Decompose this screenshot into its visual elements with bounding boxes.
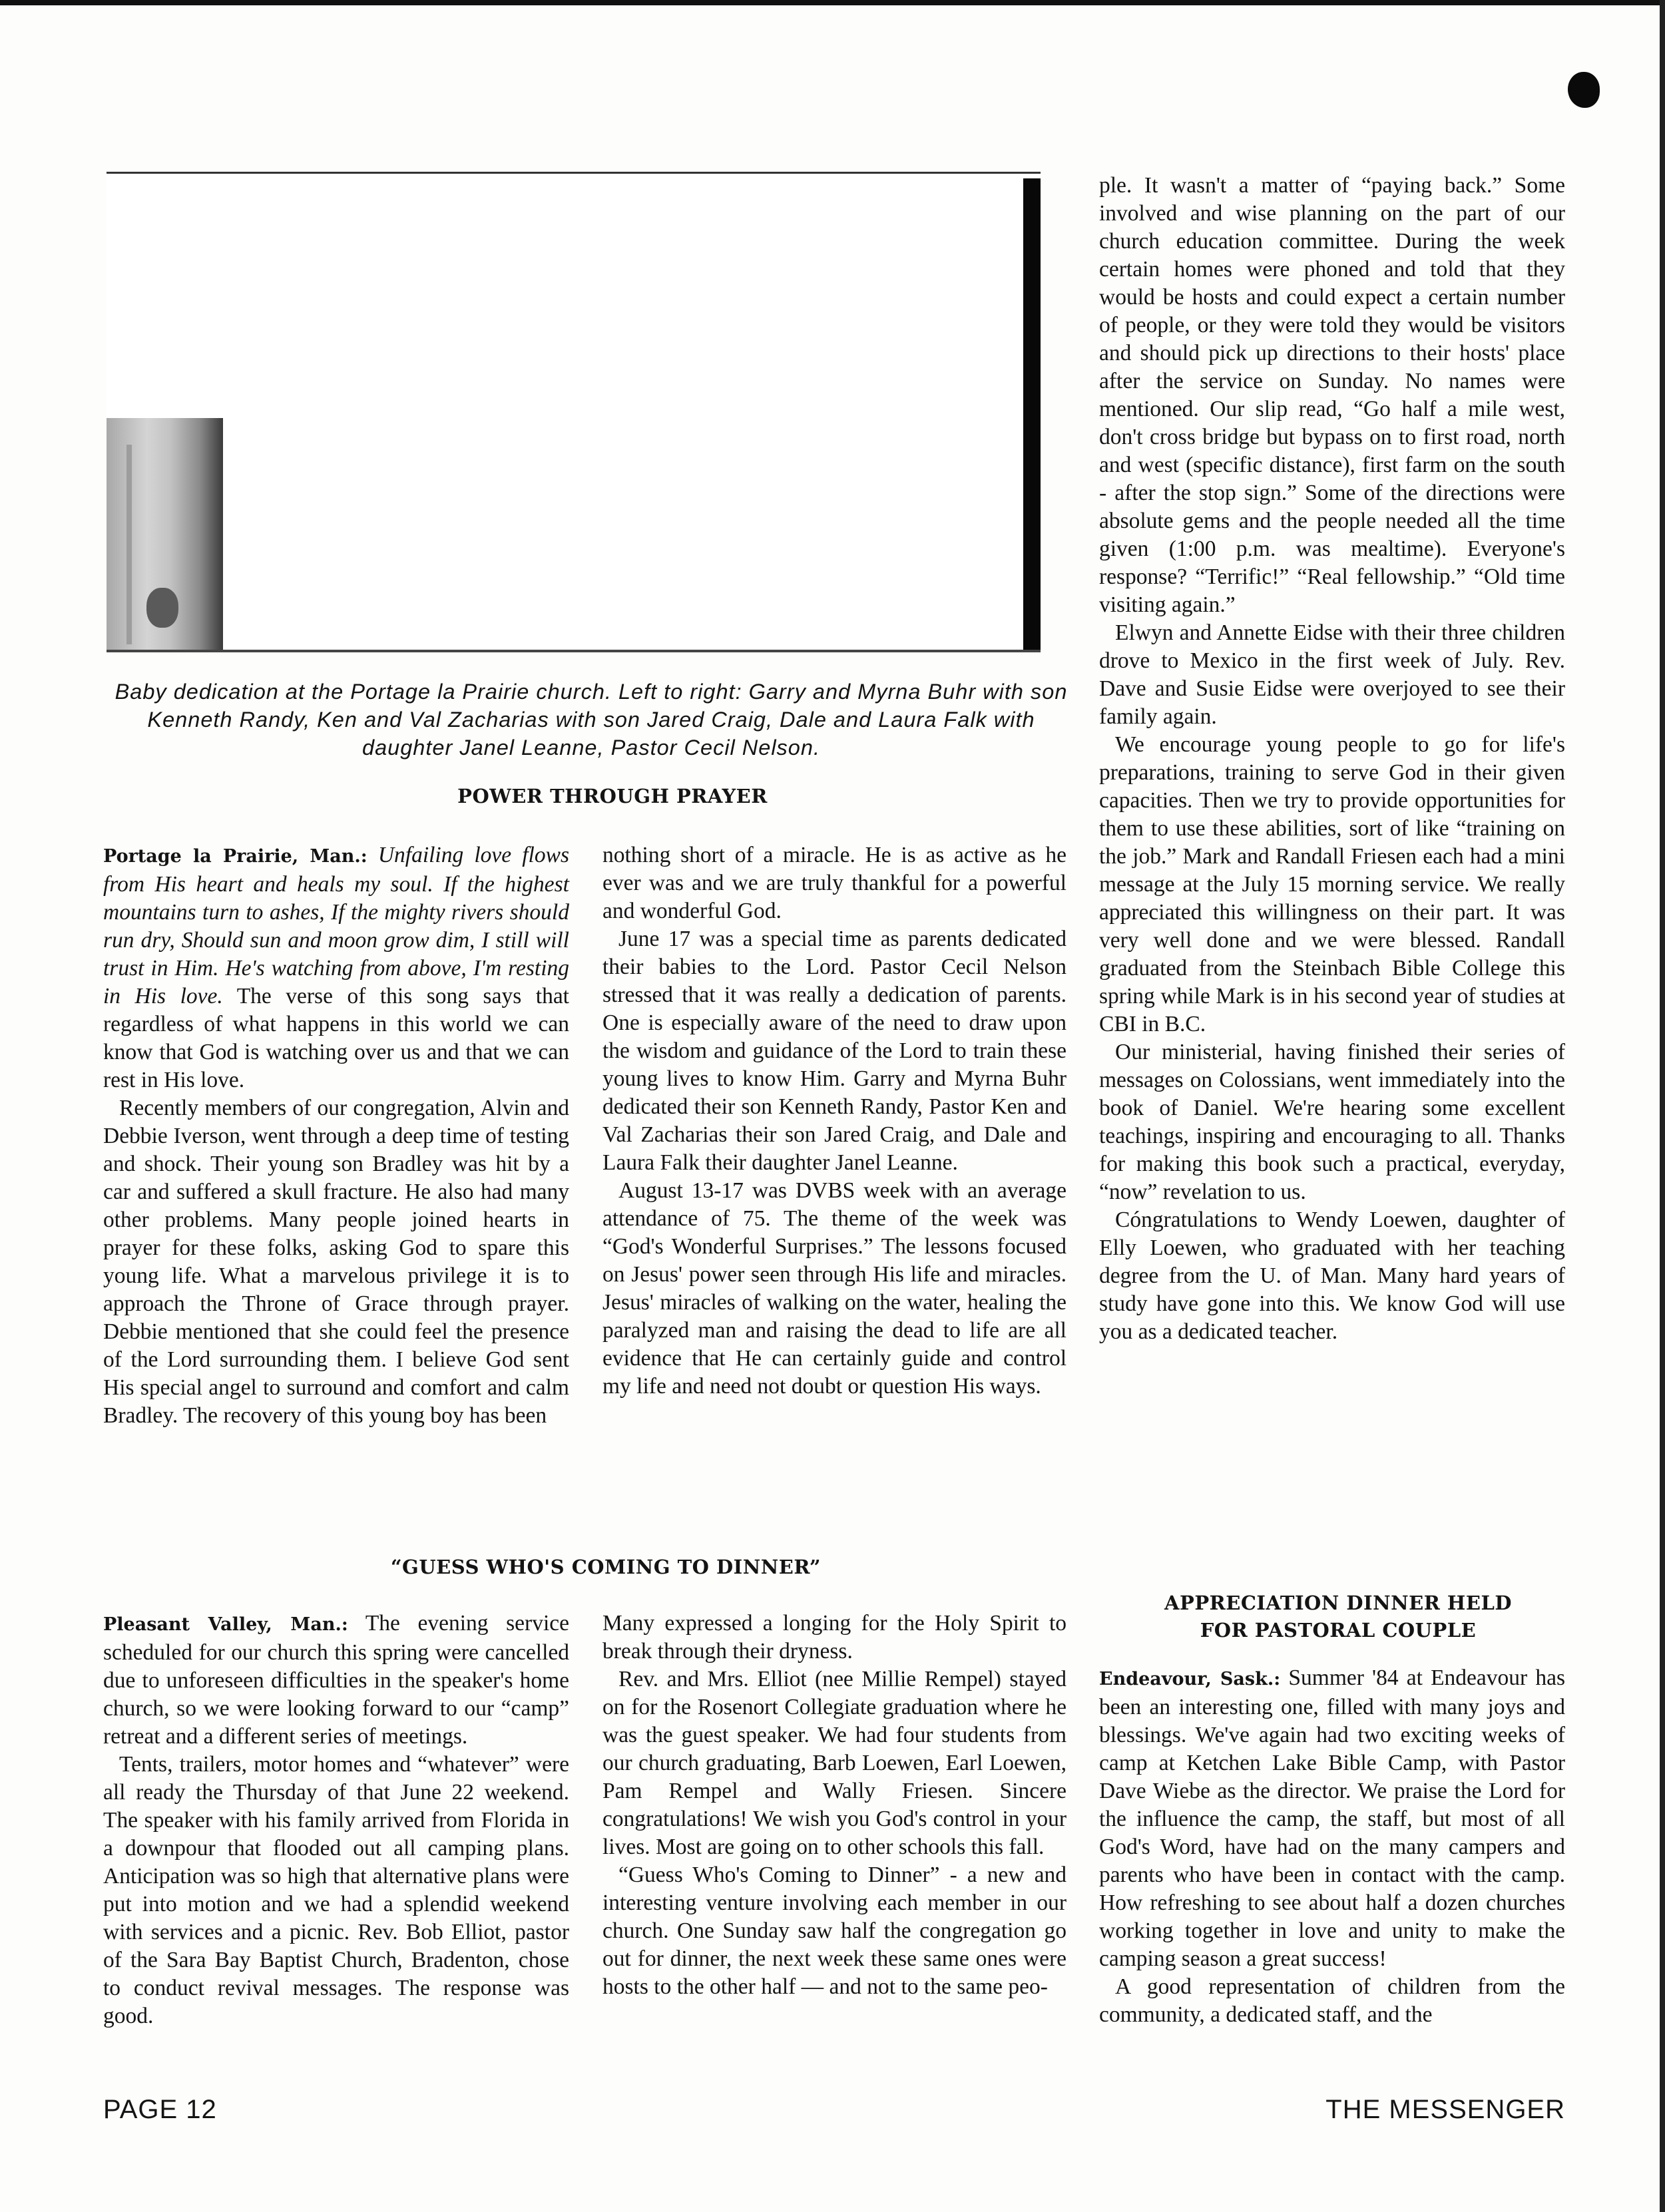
punch-hole-mark: [1568, 72, 1600, 108]
baby-dedication-photo: [107, 172, 1041, 652]
article1-column2: [602, 841, 1067, 1401]
photo-figure-in-white-dress: [107, 418, 223, 652]
magazine-title: THE MESSENGER: [1325, 2095, 1565, 2124]
article1-paragraph2: Recently members of our congregation, Alvin and Debbie Iverson, went through a deep time of testing and shock. Their young son Bradley was hit by a car and suffered a skull fracture. He also had many other problems. Many people joined hearts in prayer for these folks, asking God to spare this young life. What a marvelous privilege it is to approach the Throne of Grace through prayer. Debbie mentioned that she could feel the presence of the Lord surrounding them. I believe God sent His special angel to surround and comfort and calm Bradley. The recovery of this young boy has been: [103, 1096, 569, 1428]
photo-edge-right: [1023, 178, 1041, 652]
article2-paragraph2: Tents, trailers, motor homes and “whatever” were all ready the Thursday of that June 22 weekend. The speaker with his family arrived from Florida in a downpour that flooded out all camping plans. Anticipation was so high that alternative plans were put into motion and we had a splendid weekend with services and a picnic. Rev. Bob Elliot, pastor of the Sara Bay Baptist Church, Bradenton, chose to conduct revival messages. The response was good.: [103, 1752, 569, 2028]
article3-column: [1099, 1664, 1565, 2029]
photo-edge-top: [107, 172, 1041, 174]
article2-column2: [602, 1610, 1067, 2001]
article2-column1: [103, 1610, 569, 2030]
page-border-right: [1660, 0, 1665, 2212]
article3-paragraph1: [1099, 1664, 1565, 1973]
article1-paragraph1: [103, 841, 569, 1094]
photo-edge-bottom: [107, 650, 1041, 652]
photo-dress-fold: [126, 445, 132, 644]
photo-caption: Baby dedication at the Portage la Prairie church. Left to right: Garry and Myrna Buhr with son Kenneth Randy, Ken and Val Zacharias with son Jared Craig, Dale and Laura Falk with daughter Janel Leanne, Pastor Cecil Nelson.: [115, 680, 1068, 760]
article2-paragraph1: [103, 1610, 569, 1751]
photo-hand: [146, 588, 178, 628]
article1-column1: [103, 841, 569, 1430]
column3-paragraph1: ple. It wasn't a matter of “paying back.” Some involved and wise planning on the part of our church education committee. During the week certain homes were phoned and told that they would be hosts and could expect a certain number of people, or they were told they would be visitors and should pick up directions to their hosts' place after the service on Sunday. No names were mentioned. Our slip read, “Go half a mile west, don't cross bridge but bypass on to first road, north and west (specific distance), first farm on the south - after the stop sign.” Some of the directions were absolute gems and the people needed all the time given (1:00 p.m. was mealtime). Everyone's response? “Terrific!” “Real fellowship.” “Old time visiting again.”: [1099, 173, 1565, 617]
article2-paragraph4: “Guess Who's Coming to Dinner” - a new and interesting venture involving each member in our church. One Sunday saw half the congregation go out for dinner, the next week these same ones were hosts to the other half — and not to the same peo-: [602, 1863, 1067, 1999]
article2-paragraph3: Rev. and Mrs. Elliot (nee Millie Rempel) stayed on for the Rosenort Collegiate graduation where he was the guest speaker. We had four students from our church graduating, Barb Loewen, Earl Loewen, Pam Rempel and Wally Friesen. Sincere congratulations! We wish you God's control in your lives. Most are going on to other schools this fall.: [602, 1667, 1067, 1859]
page-number: PAGE 12: [103, 2095, 217, 2124]
page-border-top: [0, 0, 1665, 5]
article1-song-verse: Unfailing love flows from His heart and heals my soul. If the highest mountains turn to ashes, If the mighty rivers should run dry, Should sun and moon grow dim, I still will trust in Him. He's watching from above, I'm resting in His love.: [103, 843, 569, 1008]
headline-guess-whos-coming-to-dinner: “GUESS WHO'S COMING TO DINNER”: [390, 1556, 822, 1578]
article2-paragraph2-continued: Many expressed a longing for the Holy Spirit to break through their dryness.: [602, 1611, 1067, 1663]
article3-dateline: Endeavour, Sask.:: [1099, 1669, 1281, 1689]
article2-dateline: Pleasant Valley, Man.:: [103, 1614, 348, 1635]
headline-power-through-prayer: POWER THROUGH PRAYER: [457, 785, 768, 807]
column3-paragraph2: Elwyn and Annette Eidse with their three children drove to Mexico in the first week of July. Rev. Dave and Susie Eidse were overjoyed to see their family again.: [1099, 620, 1565, 729]
headline-appreciation-line1: APPRECIATION DINNER HELD: [1164, 1592, 1512, 1614]
column3-paragraph3: We encourage young people to go for life's preparations, training to serve God in their given capacities. Then we try to provide opportunities for them to use these abilities, sort of like “training on the job.” Mark and Randall Friesen each had a mini message at the July 15 morning service. We really appreciated this willingness on their part. It was very well done and we were blessed. Randall graduated from the Steinbach Bible College this spring while Mark is in his second year of studies at CBI in B.C.: [1099, 732, 1565, 1036]
headline-appreciation-dinner: [1078, 1590, 1598, 1644]
article1-paragraph3: June 17 was a special time as parents dedicated their babies to the Lord. Pastor Cecil Nelson stressed that it was really a dedication of parents. One is especially aware of the need to draw upon the wisdom and guidance of the Lord to train these young lives to know Him. Garry and Myrna Buhr dedicated their son Kenneth Randy, Pastor Ken and Val Zacharias their son Jared Craig, and Dale and Laura Falk their daughter Janel Leanne.: [602, 927, 1067, 1175]
article1-dateline: Portage la Prairie, Man.:: [103, 846, 367, 867]
article3-paragraph1-text: Summer '84 at Endeavour has been an interesting one, filled with many joys and blessings. We've again had two exciting weeks of camp at Ketchen Lake Bible Camp, with Pastor Dave Wiebe as the director. We praise the Lord for the influence the camp, the staff, but most of all God's Word, have had on the many campers and parents who have been in contact with the camp. How refreshing to see about half a dozen churches working together in love and unity to make the camping season a great success!: [1099, 1665, 1566, 1971]
headline-appreciation-line2: FOR PASTORAL COUPLE: [1200, 1619, 1477, 1642]
article2-continued-column: [1099, 172, 1565, 1346]
article1-paragraph4: August 13-17 was DVBS week with an average attendance of 75. The theme of the week was “God's Wonderful Surprises.” The lessons focused on Jesus' power seen through His life and miracles. Jesus' miracles of walking on the water, healing the paralyzed man and raising the dead to life are all evidence that He can certainly guide and control my life and need not doubt or question His ways.: [602, 1178, 1067, 1399]
article2-paragraph1-text: The evening service scheduled for our church this spring were cancelled due to unforeseen difficulties in the speaker's home church, so we were looking forward to our “camp” retreat and a different series of meetings.: [103, 1611, 570, 1749]
article1-paragraph1-text: The verse of this song says that regardless of what happens in this world we can know that God is watching over us and that we can rest in His love.: [103, 984, 569, 1092]
column3-paragraph4: Our ministerial, having finished their series of messages on Colossians, went immediately into the book of Daniel. We're hearing some excellent teachings, inspiring and encouraging to all. Thanks for making this book such a practical, everyday, “now” revelation to us.: [1099, 1040, 1565, 1204]
article3-paragraph2: A good representation of children from the community, a dedicated staff, and the: [1099, 1974, 1565, 2027]
column3-paragraph5: Cóngratulations to Wendy Loewen, daughter of Elly Loewen, who graduated with her teaching degree from the U. of Man. Many hard years of study have gone into this. We know God will use you as a dedicated teacher.: [1099, 1208, 1565, 1344]
article1-paragraph2-continued: nothing short of a miracle. He is as active as he ever was and we are truly thankful for a powerful and wonderful God.: [602, 843, 1067, 923]
